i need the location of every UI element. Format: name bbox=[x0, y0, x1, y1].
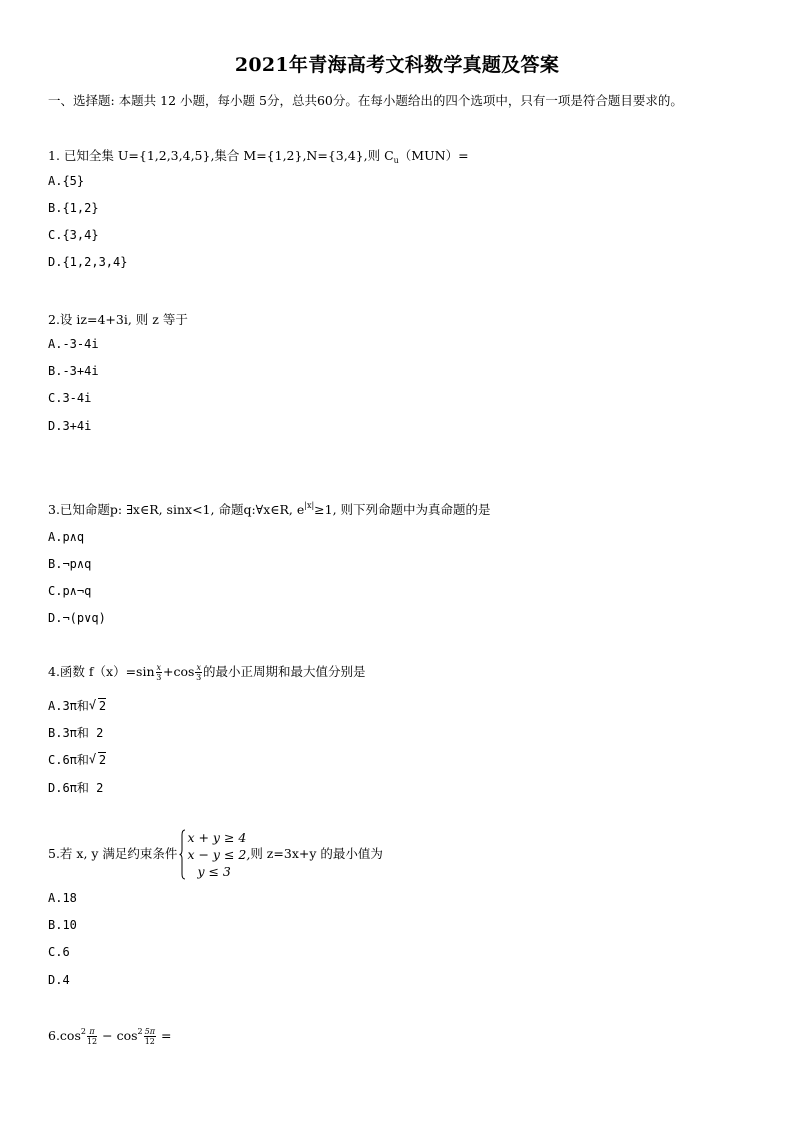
question-5-option-d: D.4 bbox=[48, 973, 70, 987]
fraction-denominator: 3 bbox=[196, 673, 202, 682]
constraint-row: x − y ≤ 2, bbox=[187, 847, 251, 862]
question-1-subscript: u bbox=[393, 156, 399, 165]
question-3-option-d: D.¬(p∨q) bbox=[48, 611, 106, 625]
question-6-fraction-2 bbox=[144, 1027, 156, 1046]
question-4-text-b: 的最小正周期和最大值分别是 bbox=[202, 664, 366, 679]
option-label: C.6π和 bbox=[48, 753, 89, 767]
question-4-fraction-sin bbox=[156, 663, 163, 682]
option-label: D.6π和 2 bbox=[48, 781, 104, 795]
question-5-option-b: B.10 bbox=[48, 918, 77, 932]
question-3-option-a: A.p∧q bbox=[48, 530, 85, 544]
question-6-text-a: 6.cos bbox=[48, 1028, 81, 1043]
question-4-text-plus: +cos bbox=[163, 664, 195, 679]
option-label: A.3π和 bbox=[48, 699, 89, 713]
question-4-option-a bbox=[48, 697, 106, 714]
question-3-option-c: C.p∧¬q bbox=[48, 584, 92, 598]
question-5-stem bbox=[48, 829, 383, 880]
question-5-option-c: C.6 bbox=[48, 945, 70, 959]
question-1-option-a: A.{5} bbox=[48, 174, 85, 188]
page-title: 2021年青海高考文科数学真题及答案 bbox=[234, 54, 560, 76]
fraction-numerator: x bbox=[196, 663, 201, 672]
question-4-option-c bbox=[48, 751, 106, 768]
question-1-text-a: 1. 已知全集 U={1,2,3,4,5},集合 M={1,2},N={3,4},则 C bbox=[48, 148, 394, 163]
question-3-text-b: ≥1, 则下列命题中为真命题的是 bbox=[314, 502, 491, 517]
sqrt-symbol bbox=[89, 699, 106, 713]
fraction-numerator: 5π bbox=[144, 1027, 155, 1036]
question-3-superscript: |x| bbox=[304, 501, 315, 510]
question-6-superscript: 2 bbox=[137, 1027, 143, 1036]
constraint-system bbox=[179, 829, 250, 880]
question-5-text-a: 5.若 x, y 满足约束条件 bbox=[48, 846, 178, 861]
question-2-stem: 2.设 iz=4+3i, 则 z 等于 bbox=[48, 312, 188, 327]
radicand: 2 bbox=[98, 753, 107, 767]
question-1-text-b: （MUN）= bbox=[398, 148, 469, 163]
question-1-option-c: C.{3,4} bbox=[48, 228, 99, 242]
question-3-option-b: B.¬p∧q bbox=[48, 557, 92, 571]
fraction-denominator: 12 bbox=[144, 1037, 155, 1046]
section-intro: 一、选择题: 本题共 12 小题，每小题 5分，总共60分。在每小题给出的四个选项中，只有一项是符合题目要求的。 bbox=[48, 93, 683, 108]
question-6-text-minus: − cos bbox=[98, 1028, 138, 1043]
fraction-numerator: x bbox=[156, 663, 162, 672]
radicand: 2 bbox=[98, 699, 107, 713]
question-2-option-d: D.3+4i bbox=[48, 419, 92, 433]
question-3-stem bbox=[48, 500, 491, 518]
fraction-denominator: 3 bbox=[156, 673, 162, 682]
fraction-denominator: 12 bbox=[86, 1037, 98, 1046]
question-4-option-b bbox=[48, 724, 103, 741]
fraction-numerator: π bbox=[87, 1027, 97, 1037]
question-5-text-b: 则 z=3x+y 的最小值为 bbox=[250, 846, 383, 861]
constraint-row: x + y ≥ 4 bbox=[187, 830, 247, 845]
option-label: B.3π和 2 bbox=[48, 726, 104, 740]
question-6-superscript: 2 bbox=[80, 1027, 86, 1036]
question-6-stem bbox=[48, 1027, 171, 1046]
question-1-option-d: D.{1,2,3,4} bbox=[48, 255, 128, 269]
question-2-option-a: A.-3-4i bbox=[48, 337, 99, 351]
left-brace-icon bbox=[179, 829, 186, 880]
question-3-text-a: 3.已知命题p: ∃x∈R, sinx<1, 命题q:∀x∈R, e bbox=[48, 502, 305, 517]
question-4-option-d bbox=[48, 779, 103, 796]
question-4-stem bbox=[48, 662, 365, 682]
question-5-option-a: A.18 bbox=[48, 891, 77, 905]
question-2-option-b: B.-3+4i bbox=[48, 364, 99, 378]
question-4-text-a: 4.函数 f（x）=sin bbox=[48, 664, 155, 679]
question-4-fraction-cos bbox=[195, 663, 202, 682]
sqrt-symbol bbox=[89, 753, 106, 767]
question-6-text-tail: = bbox=[156, 1028, 172, 1043]
question-1-stem bbox=[48, 146, 469, 165]
question-6-fraction-1 bbox=[87, 1027, 97, 1046]
question-2-option-c: C.3-4i bbox=[48, 391, 92, 405]
question-1-option-b: B.{1,2} bbox=[48, 201, 99, 215]
constraint-row: y ≤ 3 bbox=[197, 864, 231, 879]
